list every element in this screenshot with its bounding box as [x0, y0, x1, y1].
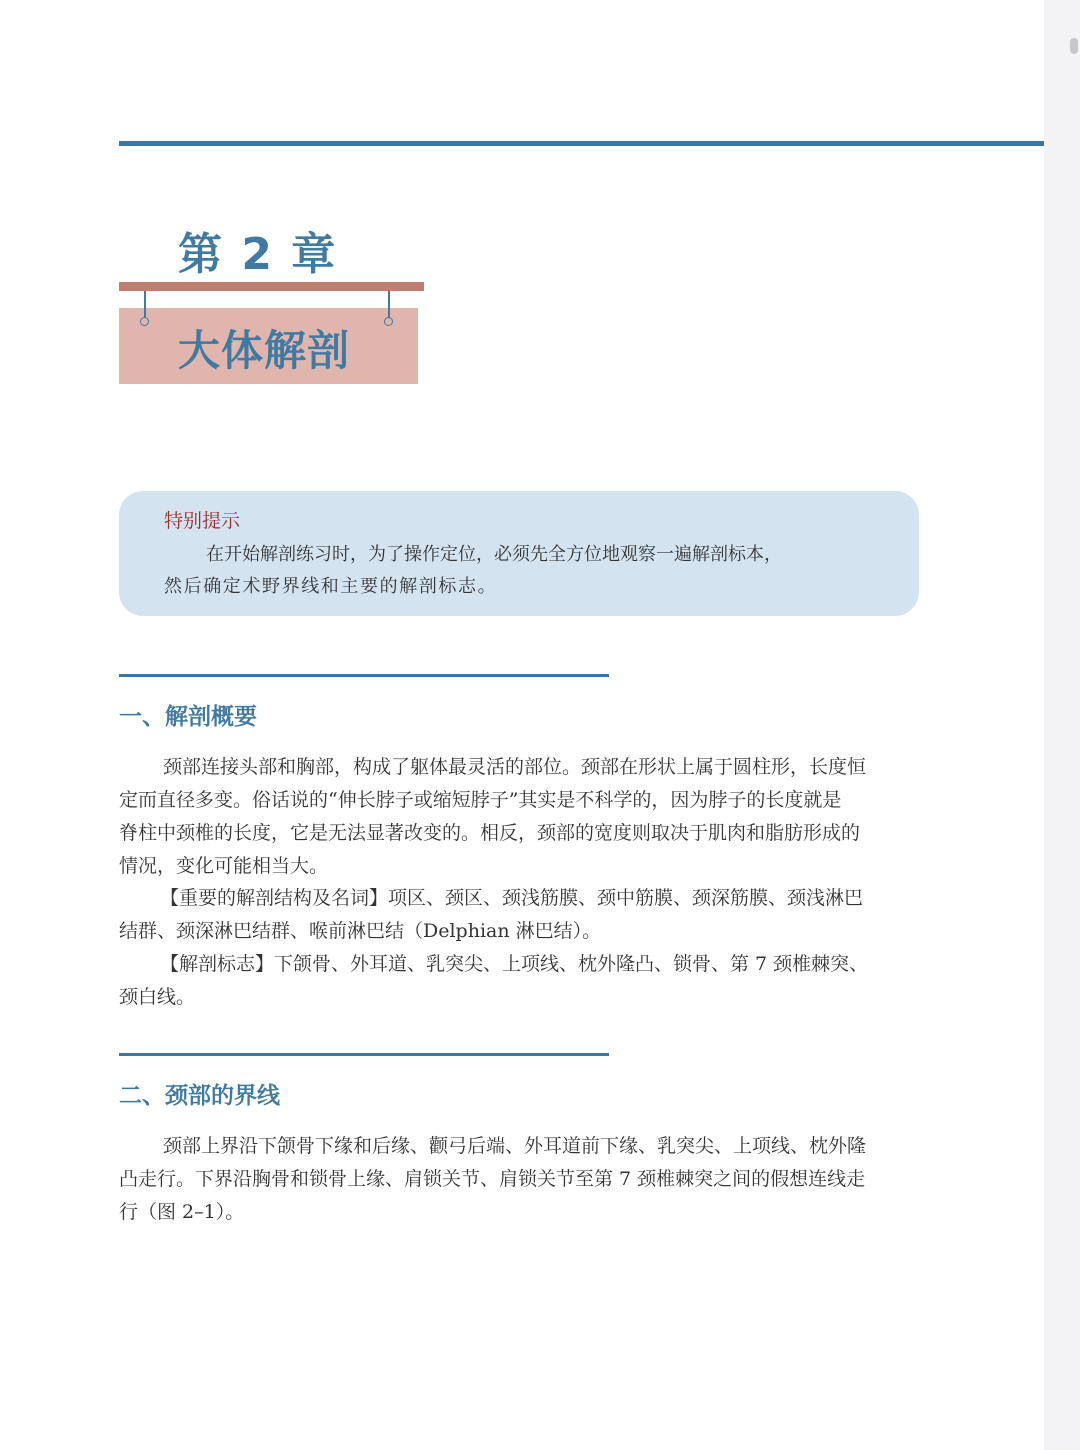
paragraph-line: 颈部连接头部和胸部，构成了躯体最灵活的部位。颈部在形状上属于圆柱形，长度恒	[163, 756, 867, 778]
tip-line: 然后确定术野界线和主要的解剖标志。	[164, 576, 498, 597]
paragraph-line: 凸走行。下界沿胸骨和锁骨上缘、肩锁关节、肩锁关节至第 7 颈椎棘突之间的假想连线走	[119, 1168, 866, 1190]
pin-left-dot	[140, 317, 149, 326]
paragraph-line: 情况，变化可能相当大。	[119, 855, 329, 877]
top-divider	[119, 141, 1044, 146]
special-tip-title: 特别提示	[164, 510, 241, 532]
paragraph-line: 颈白线。	[119, 986, 196, 1008]
chapter-number: 第 2 章	[178, 229, 338, 280]
section-heading: 二、颈部的界线	[119, 1082, 280, 1109]
section-divider	[119, 674, 609, 677]
paragraph-line: 颈部上界沿下颌骨下缘和后缘、颧弓后端、外耳道前下缘、乳突尖、上项线、枕外隆	[163, 1135, 867, 1157]
chapter-title: 大体解剖	[178, 326, 351, 375]
chapter-bar	[119, 282, 424, 291]
pin-right-dot	[384, 317, 393, 326]
paragraph-line: 脊柱中颈椎的长度，它是无法显著改变的。相反，颈部的宽度则取决于肌肉和脂肪形成的	[119, 822, 861, 844]
paragraph-line: 【解剖标志】下颌骨、外耳道、乳突尖、上项线、枕外隆凸、锁骨、第 7 颈椎棘突、	[160, 953, 869, 975]
paragraph-line: 定而直径多变。俗话说的“伸长脖子或缩短脖子”其实是不科学的，因为脖子的长度就是	[119, 789, 842, 811]
scrollbar-thumb[interactable]	[1070, 38, 1078, 54]
pin-right-line	[388, 291, 390, 318]
section-heading: 一、解剖概要	[119, 703, 257, 730]
section-divider	[119, 1053, 609, 1056]
paragraph-line: 结群、颈深淋巴结群、喉前淋巴结（Delphian 淋巴结）。	[119, 920, 602, 942]
paragraph-line: 行（图 2–1）。	[119, 1201, 245, 1223]
scrollbar-track[interactable]	[1044, 0, 1080, 1450]
tip-line: 在开始解剖练习时，为了操作定位，必须先全方位地观察一遍解剖标本，	[206, 544, 782, 565]
paragraph-line: 【重要的解剖结构及名词】项区、颈区、颈浅筋膜、颈中筋膜、颈深筋膜、颈浅淋巴	[160, 887, 864, 909]
pin-left-line	[144, 291, 146, 318]
